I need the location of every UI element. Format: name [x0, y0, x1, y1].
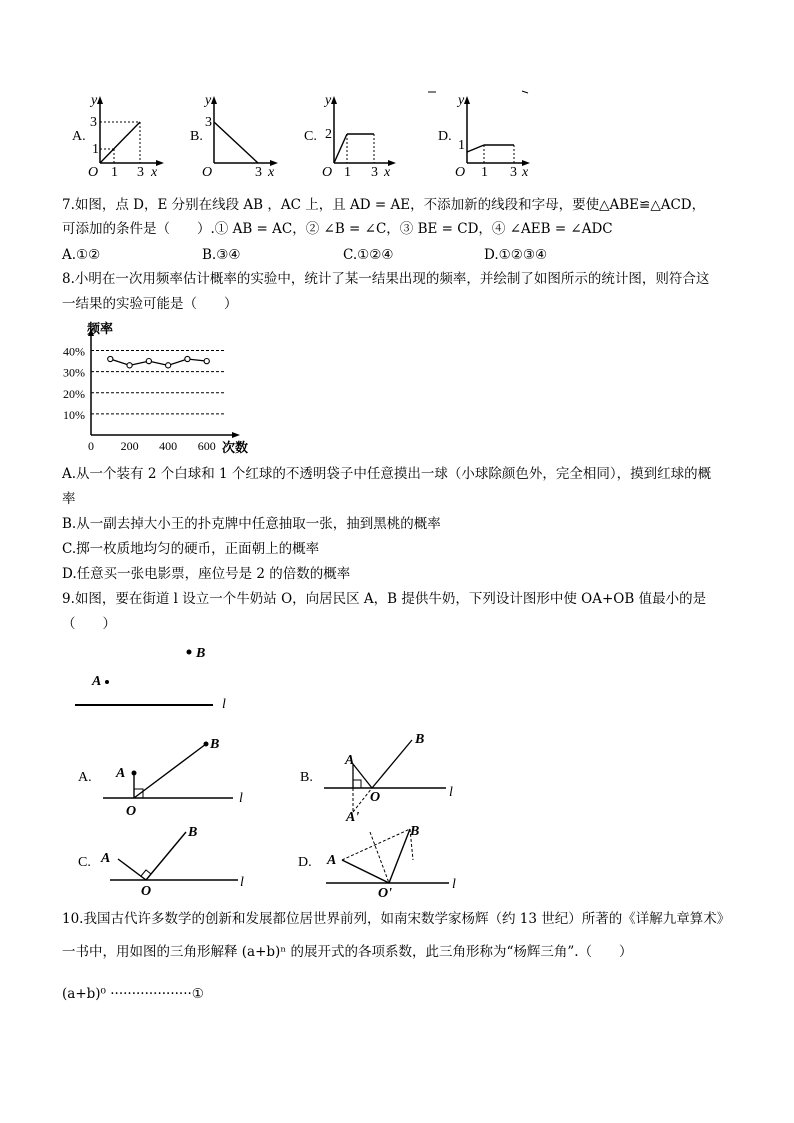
q6-c-x3: 3 — [371, 165, 378, 180]
q7-option-d[interactable]: D.①②③④ — [484, 247, 548, 263]
q9-fig-l: l — [222, 697, 226, 712]
q10-yanghui-row0: (a+b)⁰ ···················① — [62, 986, 204, 1002]
x-axis-label: 次数 — [222, 440, 249, 455]
q8-option-a-line1[interactable]: A.从一个装有 2 个白球和 1 个红球的不透明袋子中任意摸出一球（小球除颜色外，完全相同），摸到红球的概 — [62, 466, 712, 482]
y-tick-label: 10% — [63, 407, 85, 422]
q9-b-A: A — [345, 753, 355, 768]
q9-diagrams — [0, 640, 794, 900]
q9-option-d-figure — [298, 824, 456, 901]
q9-option-d-letter: D. — [298, 855, 312, 870]
q6-option-c-graph — [304, 93, 396, 180]
q9-a-A: A — [116, 766, 126, 781]
q9-b-A2: A' — [346, 810, 360, 825]
q6-a-x1: 1 — [111, 165, 118, 180]
y-axis-label: 频率 — [87, 321, 114, 336]
q6-a-y: y — [91, 93, 98, 108]
q6-c-x: x — [384, 165, 391, 180]
q6-b-y: y — [205, 93, 212, 108]
q9-problem-figure — [75, 646, 226, 712]
q9-option-c-letter: C. — [78, 855, 91, 870]
q7-option-a[interactable]: A.①② — [62, 247, 101, 263]
q6-options-graphs — [0, 0, 794, 180]
q9-d-l: l — [452, 877, 456, 892]
q6-b-x: x — [268, 165, 275, 180]
q9-c-B: B — [188, 825, 198, 840]
q9-c-A: A — [101, 851, 111, 866]
q6-option-d-graph — [438, 93, 530, 180]
q6-d-y: y — [458, 93, 465, 108]
y-tick-label: 40% — [63, 344, 85, 359]
q9-a-l: l — [239, 791, 243, 806]
q8-stem-line2: 一结果的实验可能是（ ） — [62, 296, 238, 312]
q6-a-x: x — [151, 165, 158, 180]
q6-a-y1: 1 — [92, 142, 99, 157]
q6-d-x1: 1 — [481, 165, 488, 180]
data-point — [185, 356, 190, 361]
q6-b-x3: 3 — [255, 165, 262, 180]
q6-c-y2: 2 — [325, 127, 332, 142]
data-point — [166, 363, 171, 368]
q6-a-x3: 3 — [137, 165, 144, 180]
q9-fig-b: B — [196, 646, 206, 661]
q6-c-o: O — [322, 165, 333, 180]
q6-option-b-letter: B. — [190, 129, 203, 144]
data-point — [204, 359, 209, 364]
q8-option-c[interactable]: C.掷一枚质地均匀的硬币，正面朝上的概率 — [62, 541, 320, 557]
y-tick-label: 30% — [63, 365, 85, 380]
q9-d-B: B — [410, 824, 420, 839]
q6-a-o: O — [88, 165, 99, 180]
q6-option-a-graph — [72, 93, 164, 180]
q6-option-c-letter: C. — [304, 129, 317, 144]
q9-option-b-figure — [300, 732, 453, 825]
data-point — [127, 363, 132, 368]
q9-option-c-figure — [78, 825, 244, 899]
q6-d-x3: 3 — [510, 165, 517, 180]
q9-stem-line2: （ ） — [62, 616, 116, 632]
q6-c-x1: 1 — [344, 165, 351, 180]
q9-a-B: B — [210, 737, 220, 752]
q7-stem-line2: 可添加的条件是（ ）.① AB = AC，② ∠B = ∠C，③ BE = CD，④ ∠AEB = ∠ADC — [62, 221, 613, 237]
q6-option-a-letter: A. — [72, 129, 86, 144]
q10-stem-line2: 一书中，用如图的三角形解释 (a+b)ⁿ 的展开式的各项系数，此三角形称为“杨辉三角”.（ ） — [62, 944, 633, 960]
q6-option-b-graph — [190, 93, 278, 180]
q7-stem-line1: 7.如图，点 D，E 分别在线段 AB ，AC 上，且 AD = AE，不添加新的线段和字母，要使△ABE≌△ACD， — [62, 197, 706, 213]
y-tick-label: 20% — [63, 386, 85, 401]
q9-b-l: l — [449, 785, 453, 800]
q9-option-a-letter: A. — [78, 770, 92, 785]
q9-b-B: B — [415, 732, 425, 747]
q9-fig-a: A — [92, 674, 102, 689]
q6-option-d-letter: D. — [438, 129, 452, 144]
q8-option-d[interactable]: D.任意买一张电影票，座位号是 2 的倍数的概率 — [62, 566, 351, 582]
q6-d-o: O — [455, 165, 466, 180]
data-point — [108, 356, 113, 361]
q6-a-y3: 3 — [90, 115, 97, 130]
q9-stem-line1: 9.如图，要在街道 l 设立一个牛奶站 O，向居民区 A，B 提供牛奶，下列设计图形中使 OA+OB 值最小的是 — [62, 591, 707, 607]
x-tick-label: 0 — [88, 439, 94, 453]
q6-b-y3: 3 — [205, 115, 212, 130]
q6-d-x: x — [522, 165, 529, 180]
q9-c-O: O — [141, 884, 152, 899]
x-tick-label: 600 — [197, 439, 216, 453]
data-point — [146, 359, 151, 364]
q7-option-c[interactable]: C.①②④ — [343, 247, 394, 263]
x-tick-label: 200 — [120, 439, 139, 453]
q6-b-o: O — [202, 165, 213, 180]
q7-option-b[interactable]: B.③④ — [202, 247, 241, 263]
x-tick-label: 400 — [159, 439, 178, 453]
q9-d-A: A — [327, 853, 337, 868]
q6-d-y1: 1 — [458, 138, 465, 153]
q10-stem-line1: 10.我国古代许多数学的创新和发展都位居世界前列，如南宋数学家杨辉（约 13 世纪）所著的《详解九章算术》 — [62, 911, 731, 927]
q9-b-O: O — [370, 790, 381, 805]
q9-d-O: O' — [378, 886, 392, 901]
q9-option-a-figure — [78, 737, 243, 819]
q9-a-O: O — [126, 804, 137, 819]
q8-stem-line1: 8.小明在一次用频率估计概率的实验中，统计了某一结果出现的频率，并绘制了如图所示的统计图，则符合这 — [62, 271, 710, 287]
series-line — [110, 359, 206, 365]
q8-option-b[interactable]: B.从一副去掉大小王的扑克牌中任意抽取一张，抽到黑桃的概率 — [62, 516, 441, 532]
q9-c-l: l — [240, 875, 244, 890]
q8-frequency-chart — [0, 320, 794, 460]
q9-option-b-letter: B. — [300, 770, 313, 785]
q6-c-y: y — [325, 93, 332, 108]
x-axis-arrow — [232, 432, 240, 438]
q8-option-a-line2[interactable]: 率 — [62, 491, 76, 507]
